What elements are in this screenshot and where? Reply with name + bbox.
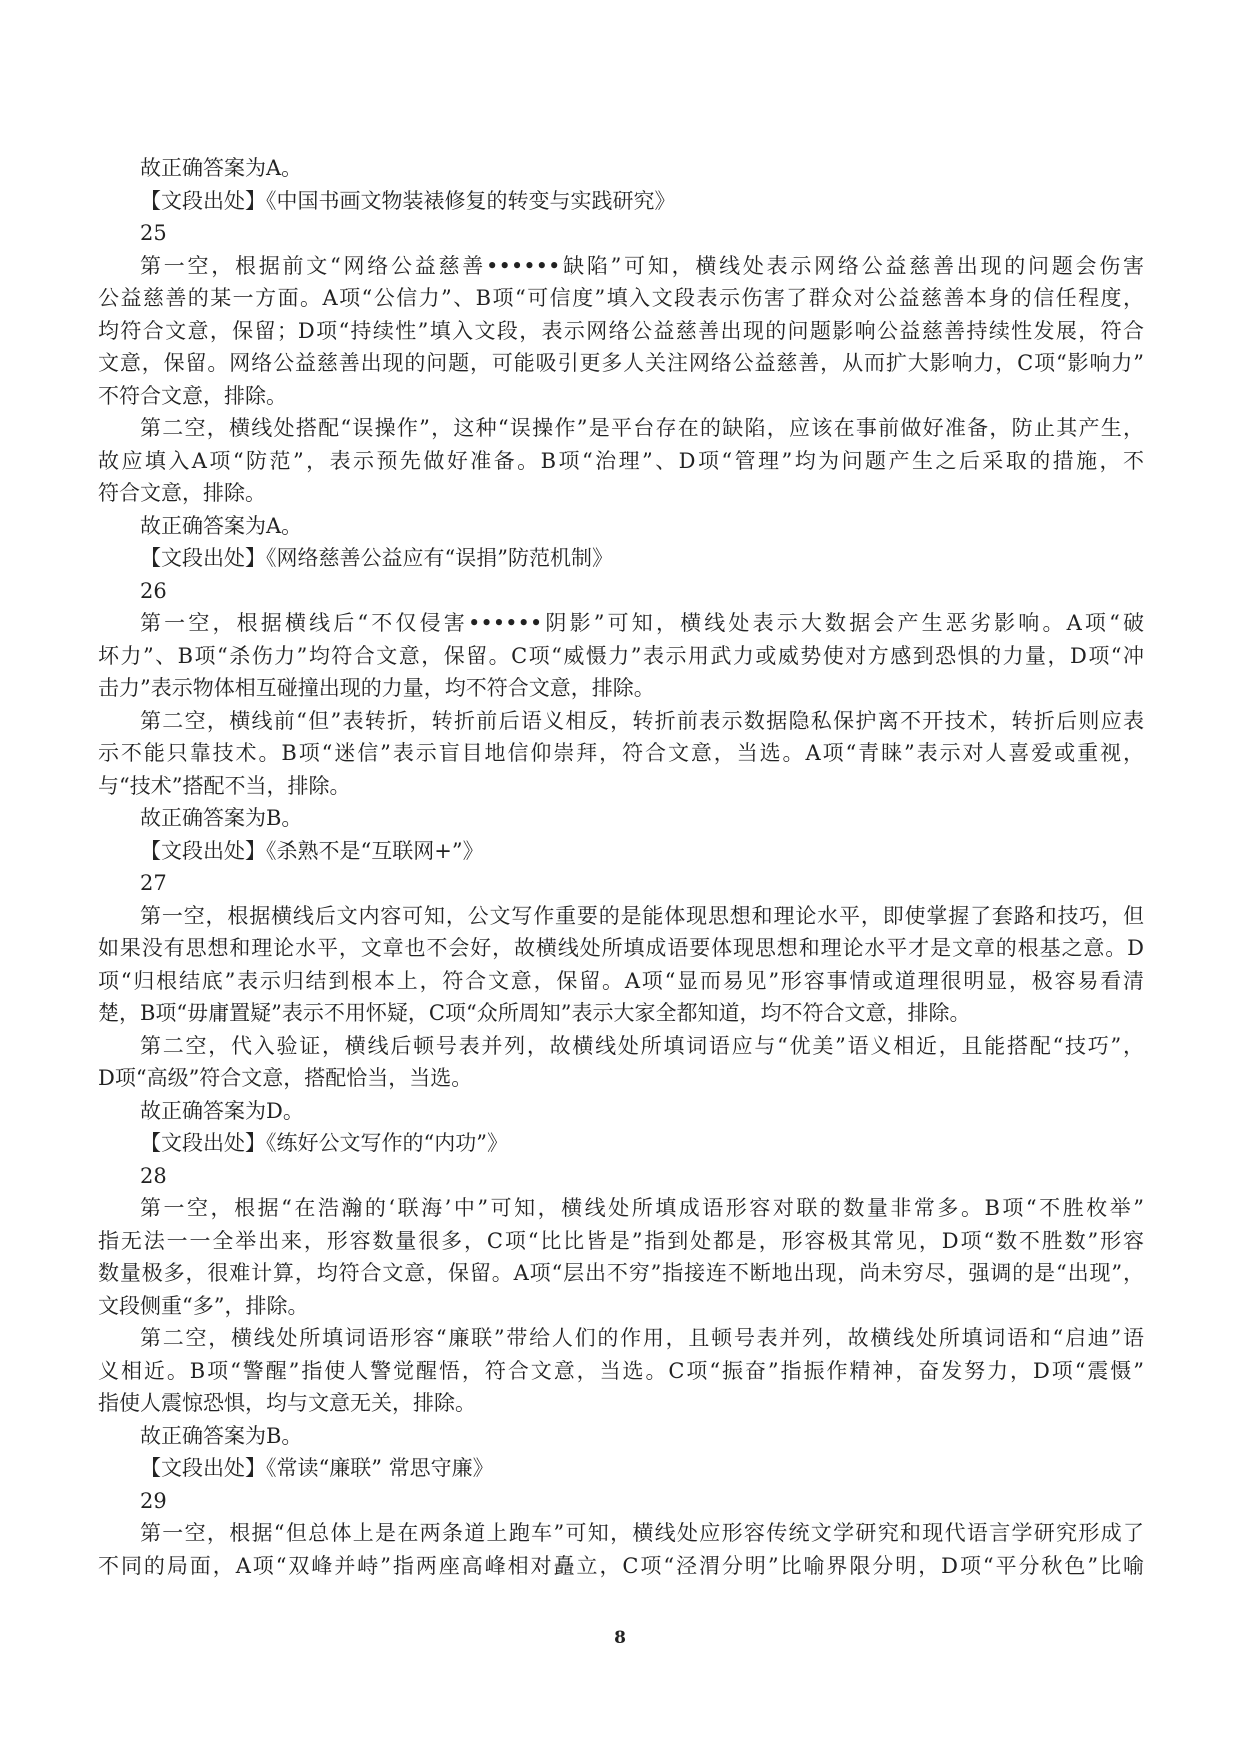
text-line: 故正确答案为D。	[140, 1098, 304, 1123]
text-line: 【文段出处】《网络慈善公益应有“误捐”防范机制》	[140, 546, 613, 570]
text-line: 与“技术”搭配不当，排除。	[98, 773, 351, 798]
text-line: 如果没有思想和理论水平，文章也不会好，故横线处所填成语要体现思想和理论水平才是文章的根基之意。D	[98, 936, 1144, 960]
text-line: 第二空，横线处搭配“误操作”，这种“误操作”是平台存在的缺陷，应该在事前做好准备，防止其产生，	[140, 416, 1144, 440]
text-line: 文段侧重“多”，排除。	[98, 1293, 309, 1318]
text-line: D项“高级”符合文意，搭配恰当，当选。	[98, 1066, 473, 1090]
text-line: 【文段出处】《杀熟不是“互联网+”》	[140, 838, 484, 863]
text-line: 28	[140, 1163, 167, 1188]
text-line: 义相近。B项“警醒”指使人警觉醒悟，符合文意，当选。C项“振奋”指振作精神，奋发努力，D项“震慑”	[98, 1358, 1144, 1383]
text-line: 楚，B项“毋庸置疑”表示不用怀疑，C项“众所周知”表示大家全都知道，均不符合文意，排除。	[98, 1001, 971, 1025]
text-line: 不同的局面，A项“双峰并峙”指两座高峰相对矗立，C项“泾渭分明”比喻界限分明，D项“平分秋色”比喻	[98, 1553, 1144, 1578]
text-line: 符合文意，排除。	[98, 481, 266, 505]
text-line: 击力”表示物体相互碰撞出现的力量，均不符合文意，排除。	[98, 676, 655, 700]
document-body	[98, 152, 1144, 1582]
text-line: 第一空，根据“但总体上是在两条道上跑车”可知，横线处应形容传统文学研究和现代语言学研究形成了	[140, 1521, 1144, 1545]
text-line: 故正确答案为B。	[140, 806, 303, 830]
text-line: 第一空，根据横线后文内容可知，公文写作重要的是能体现思想和理论水平，即使掌握了套路和技巧，但	[140, 903, 1144, 928]
text-line: 坏力”、B项“杀伤力”均符合文意，保留。C项“威慑力”表示用武力或威势使对方感到恐惧的力量，D项“冲	[98, 643, 1144, 668]
text-line: 均符合文意，保留；D项“持续性”填入文段，表示网络公益慈善出现的问题影响公益慈善持续性发展，符合	[98, 318, 1144, 343]
text-line: 公益慈善的某一方面。A项“公信力”、B项“可信度”填入文段表示伤害了群众对公益慈善本身的信任程度，	[98, 286, 1144, 310]
text-line: 项“归根结底”表示归结到根本上，符合文意，保留。A项“显而易见”形容事情或道理很明显，极容易看清	[98, 968, 1144, 993]
text-line: 数量极多，很难计算，均符合文意，保留。A项“层出不穷”指接连不断地出现，尚未穷尽，强调的是“出现”，	[98, 1261, 1144, 1285]
text-line: 故应填入A项“防范”，表示预先做好准备。B项“治理”、D项“管理”均为问题产生之后采取的措施，不	[98, 448, 1144, 473]
text-line: 第一空，根据前文“网络公益慈善••••••缺陷”可知，横线处表示网络公益慈善出现的问题会伤害	[140, 253, 1144, 278]
text-line: 故正确答案为A。	[140, 156, 303, 180]
text-line: 26	[140, 578, 167, 603]
text-line: 29	[140, 1488, 167, 1513]
text-line: 【文段出处】《练好公文写作的“内功”》	[140, 1131, 508, 1155]
page-number: 8	[614, 1628, 626, 1648]
text-line: 不符合文意，排除。	[98, 383, 287, 408]
text-line: 第一空，根据“在浩瀚的‘联海’中”可知，横线处所填成语形容对联的数量非常多。B项“不胜枚举”	[140, 1196, 1144, 1220]
text-line: 故正确答案为B。	[140, 1423, 303, 1448]
text-line: 指无法一一全举出来，形容数量很多，C项“比比皆是”指到处都是，形容极其常见，D项“数不胜数”形容	[98, 1228, 1144, 1253]
text-line: 故正确答案为A。	[140, 513, 303, 538]
text-line: 第一空，根据横线后“不仅侵害••••••阴影”可知，横线处表示大数据会产生恶劣影响。A项“破	[140, 611, 1144, 635]
text-line: 示不能只靠技术。B项“迷信”表示盲目地信仰崇拜，符合文意，当选。A项“青睐”表示对人喜爱或重视，	[98, 741, 1144, 765]
text-line: 第二空，横线处所填词语形容“廉联”带给人们的作用，且顿号表并列，故横线处所填词语和“启迪”语	[140, 1326, 1144, 1350]
text-line: 【文段出处】《中国书画文物装裱修复的转变与实践研究》	[140, 188, 676, 213]
text-line: 27	[140, 871, 167, 895]
text-line: 【文段出处】《常读“廉联” 常思守廉》	[140, 1456, 494, 1480]
text-line: 指使人震惊恐惧，均与文意无关，排除。	[98, 1391, 476, 1415]
text-line: 第二空，横线前“但”表转折，转折前后语义相反，转折前表示数据隐私保护离不开技术，转折后则应表	[140, 708, 1144, 733]
text-line: 文意，保留。网络公益慈善出现的问题，可能吸引更多人关注网络公益慈善，从而扩大影响力，C项“影响力”	[98, 351, 1144, 375]
text-line: 第二空，代入验证，横线后顿号表并列，故横线处所填词语应与“优美”语义相近，且能搭配“技巧”，	[140, 1033, 1144, 1058]
text-line: 25	[140, 221, 167, 245]
